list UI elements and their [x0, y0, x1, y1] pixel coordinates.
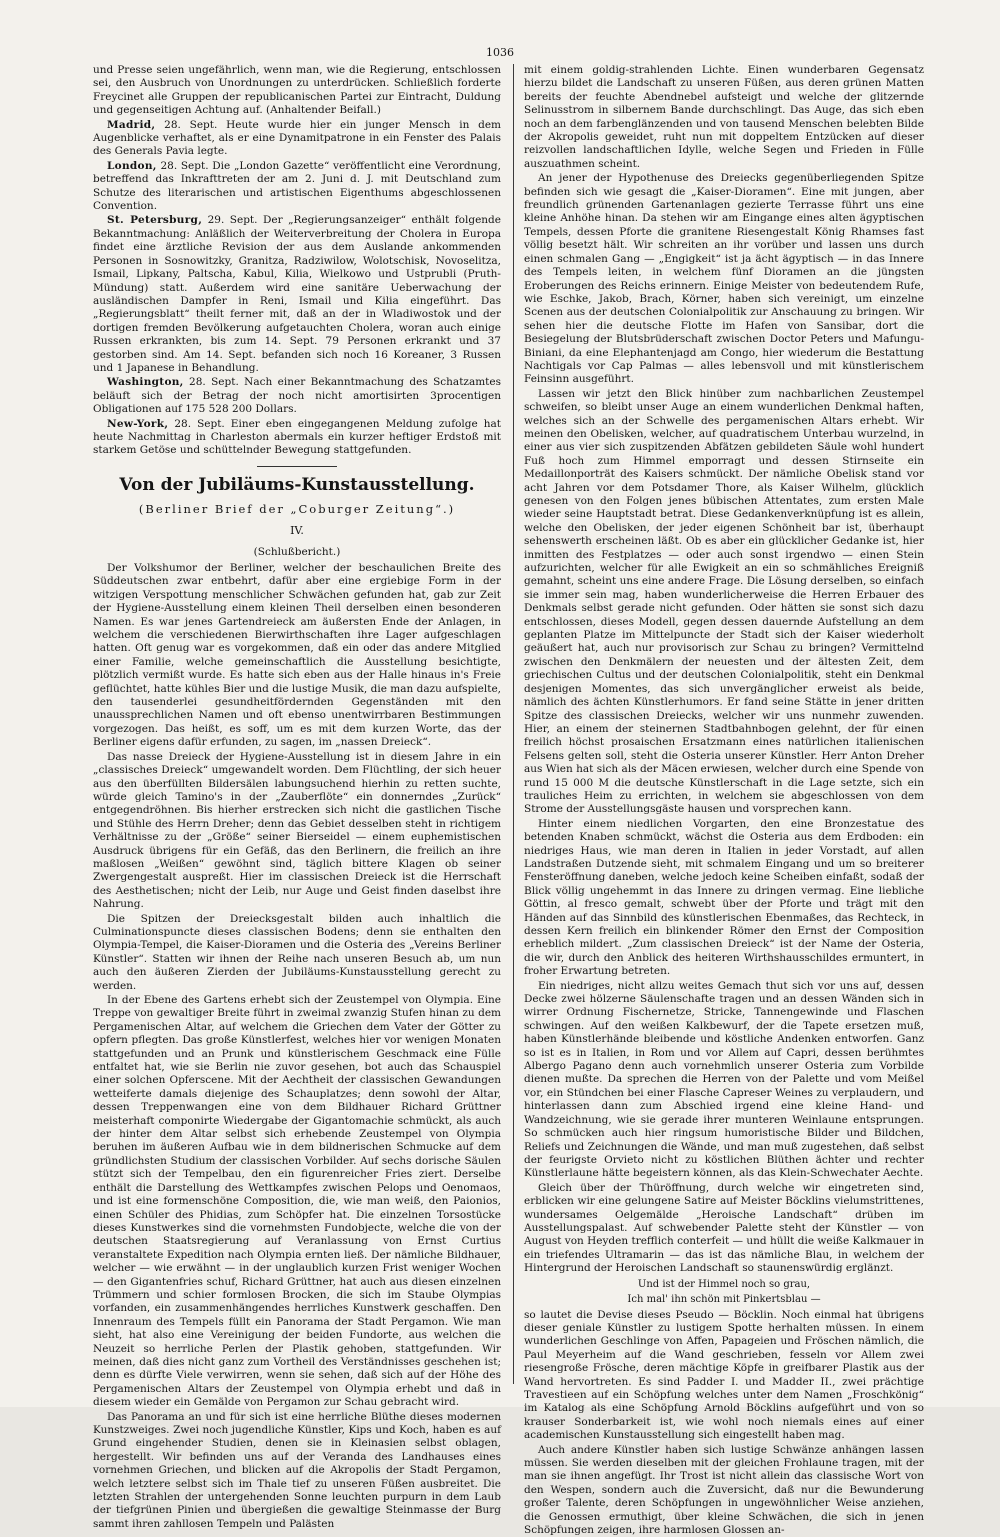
article-paragraph: Das Panorama an und für sich ist eine herrliche Blüthe dieses modernen Kunstzweiges. Zwei noch jugendliche Künstler, Kips und Koch, haben es auf Grund eingehender Studien, denen sie in Kleinasien selbst oblagen, hergestellt. Wir befinden uns auf der Veranda des Landhauses eines vornehmen Griechen, und blicken auf die Akropolis der Stadt Pergamon, welch letztere selbst sich im Thale tief zu unseren Füßen ausbreitet. Die letzten Strahlen der untergehenden Sonne leuchten purpurn in dem Laub der tiefgrünen Pinien und übergießen die gewaltige Steinmasse der Burg sammt ihren zahllosen Tempeln und Palästen: [93, 1410, 501, 1530]
page-number: 1036: [486, 46, 514, 59]
news-text-newyork: 28. Sept. Einer eben eingegangenen Meldung zufolge hat heute Nachmittag in Charleston abermals ein kurzer heftiger Erdstoß mit starkem Getöse und schüttelnder Bewegung stattgefunden.: [93, 417, 501, 457]
article-paragraph: Lassen wir jetzt den Blick hinüber zum nachbarlichen Zeustempel schweifen, so bleibt unser Auge an einem wunderlichen Denkmal haften, welches sich an der Schwelle des pergamenischen Altars erhebt. Wir meinen den Obelisken, welcher, auf quadratischem Unterbau wurzelnd, in einer aus vier sich zuspitzenden Abfätzen gebildeten Säule wohl hundert Fuß hoch zum Himmel emporragt und dessen Stirnseite ein Medaillonporträt des Kaisers schmückt. Der nämliche Obelisk stand vor acht Jahren vor dem Potsdamer Thore, als Kaiser Wilhelm, glücklich genesen von den Folgen jenes bübischen Attentates, zum ersten Male wieder seine Hauptstadt betrat. Diese Gedankenverknüpfung ist es allein, welche den Obelisken, der jeder eigenen Schönheit bar ist, überhaupt sehenswerth erscheinen läßt. Ob es aber ein glücklicher Gedanke ist, hier inmitten des Festplatzes — oder auch sonst irgendwo — einen Stein aufzurichten, welcher für alle Ewigkeit an ein so schmähliches Ereigniß gemahnt, scheint uns eine andere Frage. Die Lösung derselben, so einfach sie immer sein mag, haben wunderlicherweise die Herren Erbauer des Denkmals selbst gerade nicht gefunden. Oder hätten sie sonst sich dazu entschlossen, dieses Modell, gegen dessen dauernde Aufstellung an dem geplanten Platze im Mittelpuncte der Stadt sich der Kaiser wiederholt geäußert hat, auch nur provisorisch zur Schau zu bringen? Vermittelnd zwischen den Denkmälern der neuesten und der ältesten Zeit, dem griechischen Cultus und der deutschen Colonialpolitik, steht ein Denkmal desjenigen Momentes, das sich unvergänglicher erweist als beide, nämlich des ächten Künstlerhumors. Er fand seine Stätte in jener dritten Spitze des classischen Dreiecks, welcher wir uns nunmehr zuwenden. Hier, an einem der steinernen Stadtbahnbogen gelehnt, der für einen freilich höchst prosaischen Ersatzmann eines natürlichen italienischen Felsens gelten soll, steht die Osteria unserer Künstler. Herr Anton Dreher aus Wien hat sich als der Mäcen erwiesen, welcher durch eine Spende von rund 15 000 M die deutsche Künstlerschaft in die Lage setzte, sich ein trauliches Heim zu errichten, in welchem sie abgeschlossen von dem Strome der Ausstellungsgäste hausen und vorsprechen kann.: [524, 387, 924, 816]
feature-part-number: IV.: [290, 524, 304, 538]
article-paragraph: Das nasse Dreieck der Hygiene-Ausstellung ist in diesem Jahre in ein „classisches Dreieck“ umgewandelt worden. Dem Flüchtling, der sich heuer aus den überfüllten Bildersälen labungsuchend hierhin zu retten suchte, würde gleich Tamino's in der „Zauberflöte“ ein donnerndes „Zurück“ entgegendröhnen. Bis hierher erstrecken sich nicht die gastlichen Tische und Stühle des Herrn Dreher; denn das Gebiet desselben steht in richtigem Verhältnisse zu der „Größe“ seiner Bierseidel — einem euphemistischen Ausdruck übrigens für ein Gefäß, das den Berlinern, die freilich an ihre maßlosen „Weißen“ gewöhnt sind, täglich bittere Klagen ob seiner Zwergengestalt auspreßt. Hier im classischen Dreieck ist die Herrschaft des Aesthetischen; nicht der Leib, nur Auge und Geist finden daselbst ihre Nahrung.: [93, 750, 501, 911]
article-paragraph: An jener der Hypothenuse des Dreiecks gegenüberliegenden Spitze befinden sich wie gesagt die „Kaiser-Dioramen“. Eine mit jungen, aber freundlich grünenden Gartenanlagen gezierte Terrasse führt uns eine kleine Anhöhe hinan. Da stehen wir am Eingange eines alten ägyptischen Tempels, dessen Pforte die granitene Riesengestalt König Rhamses fast völlig besetzt hält. Wir schreiten an ihr vorüber und lassen uns durch einen schmalen Gang — „Engigkeit“ ist ja ächt ägyptisch — in das Innere des Tempels leiten, in welchem fünf Dioramen an die jüngsten Eroberungen des Reichs erinnern. Einige Meister von bedeutendem Rufe, wie Eschke, Jakob, Brach, Körner, haben sich vereinigt, um einzelne Scenen aus der deutschen Colonialpolitik zur Anschauung zu bringen. Wir sehen hier die deutsche Flotte im Hafen von Sansibar, dort die Besiegelung der Blutsbrüderschaft zwischen Doctor Peters und Mafungu-Biniani, da eine Elephantenjagd am Congo, hier wiederum die Bestattung Nachtigals vor Cap Palmas — alles lebensvoll und mit künstlerischem Feinsinn ausgeführt.: [524, 172, 924, 386]
article-paragraph: mit einem goldig-strahlenden Lichte. Einen wunderbaren Gegensatz hierzu bildet die Landschaft zu unseren Füßen, aus deren grünen Matten bereits der feuchte Abendnebel aufsteigt und welche der glitzernde Selinusstrom in silbernem Bande durchschlingt. Das Auge, das sich eben noch an dem farbenglänzenden und von tausend Menschen belebten Bilde der Akropolis geweidet, ruht nun mit doppeltem Entzücken auf dieser reizvollen landschaftlichen Idylle, welche Segen und Frieden in Fülle auszuathmen scheint.: [524, 64, 924, 170]
article-paragraph: In der Ebene des Gartens erhebt sich der Zeustempel von Olympia. Eine Treppe von gewaltiger Breite führt in zweimal zwanzig Stufen hinan zu dem Pergamenischen Altar, auf welchem die Griechen dem Vater der Götter zu opfern pflegten. Das große Künstlerfest, welches hier vor wenigen Monaten stattgefunden und an Prunk und künstlerischem Geschmack eine Fülle entfaltet hat, wie sie Berlin nie zuvor gesehen, bot auch das Schauspiel einer solchen Opferscene. Mit der Aechtheit der classischen Gewandungen wetteiferte damals diejenige des Schauplatzes; denn sowohl der Altar, dessen Treppenwangen eine von dem Bildhauer Richard Grüttner meisterhaft componirte Wiedergabe der Gigantomachie schmückt, als auch der hinter dem Altar selbst sich erhebende Zeustempel von Olympia beruhen im äußeren Aufbau wie in dem bildnerischen Schmucke auf dem gründlichsten Studium der classischen Vorbilder. Auf sechs dorische Säulen stützt sich der Tempelbau, den ein figurenreicher Fries ziert. Derselbe enthält die Darstellung des Wettkampfes zwischen Pelops und Oenomaos, und ist eine formenschöne Composition, die, wie man weiß, den Paionios, einen Schüler des Phidias, zum Schöpfer hat. Die einzelnen Torsostücke dieses Kunstwerkes sind die vornehmsten Fundobjecte, welche die von der deutschen Staatsregierung auf Veranlassung von Ernst Curtius veranstaltete Expedition nach Olympia ernten ließ. Der nämliche Bildhauer, welcher — wie erwähnt — in der unglaublich kurzen Frist weniger Wochen — den Gigantenfries schuf, Richard Grüttner, hat auch aus diesen einzelnen Trümmern und schier formlosen Brocken, die sich im Staube Olympias vorfanden, ein zusammenhängendes herrliches Kunstwerk geschaffen. Den Innenraum des Tempels füllt ein Panorama der Stadt Pergamon. Wie man sieht, hat also eine Vereinigung der beiden Fundorte, aus welchen die Neuzeit so herrliche Perlen der Plastik gehoben, stattgefunden. Wir meinen, daß dies nicht ganz zum Vortheil des Verständnisses geschehen ist; denn es dürfte Viele verwirren, wenn sie sehen, daß sich auf der Höhe des Pergamenischen Altars der Zeustempel von Olympia erhebt und daß in diesem wieder ein Gemälde von Pergamon zur Schau gebracht wird.: [93, 994, 501, 1409]
news-item-newyork: [93, 418, 501, 458]
article-paragraph: Die Spitzen der Dreiecksgestalt bilden auch inhaltlich die Culminationspuncte dieses classischen Bodens; denn sie enthalten den Olympia-Tempel, die Kaiser-Dioramen und die Osteria des „Vereins Berliner Künstler“. Statten wir ihnen der Reihe nach unseren Besuch ab, um nun auch den äußeren Zierden der Jubiläums-Kunstausstellung gerecht zu werden.: [93, 912, 501, 992]
dateline-madrid: Madrid,: [107, 118, 156, 131]
news-item-madrid: [93, 119, 501, 159]
news-text-washington: 28. Sept. Nach einer Bekanntmachung des Schatzamtes beläuft sich der Betrag der noch nicht amortisirten 3procentigen Obligationen auf 175 528 200 Dollars.: [93, 376, 501, 416]
verse-line: Und ist der Himmel noch so grau,: [637, 1278, 811, 1290]
column-rule: [513, 64, 514, 1384]
dateline-newyork: New-York,: [107, 417, 169, 430]
feature-subtitle: (Berliner Brief der „Coburger Zeitung“.): [138, 501, 456, 516]
right-column: [524, 64, 924, 1537]
article-paragraph: so lautet die Devise dieses Pseudo — Böcklin. Noch einmal hat übrigens dieser geniale Künstler zu lustigem Spotte herhalten müssen. In einem wunderlichen Geschlinge von Affen, Papageien und Fröschen nämlich, die Paul Meyerheim auf die Wand geschrieben, fesseln vor Allem zwei riesengroße Frösche, deren mächtige Köpfe in greifbarer Plastik aus der Wand hervortreten. Es sind Padder I. und Madder II., zwei prächtige Travestieen auf ein Schöpfung welches unter dem Namen „Froschkönig“ im Katalog als eine Schöpfung Arnold Böcklins aufgeführt und von so krauser Sonderbarkeit ist, wie wohl noch niemals eines auf einer academischen Kunstausstellung sich eingestellt haben mag.: [524, 1308, 924, 1442]
news-text-madrid: 28. Sept. Heute wurde hier ein junger Mensch in dem Augenblicke verhaftet, als er eine Dynamitpatrone in ein Fenster des Palais des Generals Pavia legte.: [93, 118, 501, 158]
article-paragraph: Gleich über der Thüröffnung, durch welche wir eingetreten sind, erblicken wir eine gelungene Satire auf Meister Böcklins vielumstrittenes, wundersames Oelgemälde „Heroische Landschaft“ drüben im Ausstellungspalast. Auf schwebender Palette steht der Künstler — von August von Heyden trefflich conterfeit — und hüllt die weiße Kalkmauer in ein triefendes Ultramarin — das ist das nämliche Blau, in welchem der Hintergrund der Heroischen Landschaft so staunenswürdig erglänzt.: [524, 1181, 924, 1275]
news-text-london: 28. Sept. Die „London Gazette“ veröffentlicht eine Verordnung, betreffend das Inkrafttreten der am 2. Juni d. J. mit Deutschland zum Schutze des literarischen und artistischen Eigenthums abgeschlossenen Convention.: [93, 159, 501, 213]
article-paragraph: Der Volkshumor der Berliner, welcher der beschaulichen Breite des Süddeutschen zwar entbehrt, dafür aber eine ergiebige Form in der witzigen Verspottung menschlicher Schwächen gefunden hat, gab zur Zeit der Hygiene-Ausstellung einem kleinen Theil derselben einen besonderen Namen. Es war jenes Gartendreieck am äußersten Ende der Anlagen, in welchem die verschiedenen Bierwirthschaften ihre Lager aufgeschlagen hatten. Oft genug war es vorgekommen, daß ein oder das andere Mitglied einer Familie, welche gemeinschaftlich die Ausstellung besichtigte, plötzlich vermißt wurde. Es hatte sich eben aus der Halle hinaus in's Freie geflüchtet, hatte kühles Bier und die lustige Musik, die man dazu aufspielte, den tausenderlei gesundheitfördernden Gegenständen mit den unaussprechlichen Namen und oft ebenso unentwirrbaren Bestimmungen vorgezogen. Das heißt, es soff, um es mit dem kurzen Worte, das der Berliner eigens dafür erfunden, zu sagen, im „nassen Dreieck“.: [93, 562, 501, 749]
article-paragraph: und Presse seien ungefährlich, wenn man, wie die Regierung, entschlossen sei, den Ausbruch von Unordnungen zu unterdrücken. Schließlich forderte Freycinet alle Gruppen der republicanischen Partei zur Eintracht, Duldung und gegenseitigen Achtung auf. (Anhaltender Beifall.): [93, 64, 501, 117]
news-item-washington: [93, 376, 501, 416]
section-divider: [257, 466, 337, 467]
article-paragraph: Hinter einem niedlichen Vorgarten, den eine Bronzestatue des betenden Knaben schmückt, wächst die Osteria aus dem Erdboden: ein niedriges Haus, wie man deren in Italien in jeder Vorstadt, auf allen Landstraßen Dutzende sieht, mit schmalem Eingang und um so breiterer Fensteröffnung daneben, welche jedoch keine Scheiben einfaßt, sodaß der Blick völlig ungehemmt in das Innere zu dringen vermag. Eine liebliche Göttin, al fresco gemalt, schwebt über der Pforte und trägt mit den Händen auf das Sinnbild des künstlerischen Ebenmaßes, das Rechteck, in dessen Kern freilich ein blinkender Römer den Ernst der Composition erheblich mildert. „Zum classischen Dreieck“ ist der Name der Osteria, die wir, durch den Anblick des heiteren Wirthshausschildes ermuntert, in froher Erwartung betreten.: [524, 817, 924, 978]
feature-title: Von der Jubiläums-Kunstausstellung.: [119, 474, 475, 495]
dateline-washington: Washington,: [107, 376, 184, 389]
article-paragraph: Ein niedriges, nicht allzu weites Gemach thut sich vor uns auf, dessen Decke zwei hölzerne Säulenschafte tragen und an dessen Wänden sich in wirrer Ordnung Fischernetze, Stricke, Tannengewinde und Flaschen schwingen. Auf den weißen Kalkbewurf, der die Tapete ersetzen muß, haben Künstlerhände bleibende und köstliche Andenken entworfen. Ganz so ist es in Italien, in Rom und vor Allem auf Capri, dessen berühmtes Albergo Pagano denn auch vornehmlich unserer Osteria zum Vorbilde dienen mußte. Da sprechen die Herren von der Palette und vom Meißel vor, ein Stündchen bei einer Flasche Capreser Weines zu verplaudern, und hinterlassen dann zum Abschied irgend eine kleine Hand- und Wandzeichnung, wie sie gerade ihrer munteren Weinlaune entsprungen. So schmücken auch hier ringsum humoristische Bilder und Bildchen, Reliefs und Zeichnungen die Wände, und man muß zugestehen, daß selbst der feurigste Orvieto nicht zu köstlichen Blüthen ächter und rechter Künstlerlaune hätte begeistern können, als das Klein-Schwechater Aechte.: [524, 979, 924, 1180]
verse-line: Ich mal' ihn schön mit Pinkertsblau —: [627, 1293, 821, 1305]
dateline-petersburg: St. Petersburg,: [107, 214, 203, 227]
feature-note: (Schlußbericht.): [253, 545, 341, 558]
dateline-london: London,: [107, 159, 157, 172]
news-item-petersburg: [93, 214, 501, 375]
news-text-petersburg: 29. Sept. Der „Regierungsanzeiger“ enthält folgende Bekanntmachung: Anläßlich der Weiterverbreitung der Cholera in Europa findet eine ärztliche Revision der aus dem Auslande ankommenden Personen in Sosnowitzky, Granitza, Radziwilow, Wolotschisk, Novoselitza, Ismail, Lipkany, Paltscha, Kabul, Kilia, Wielkowo und Ustprubli (Pruth-Mündung) statt. Außerdem wird eine sanitäre Ueberwachung der ausländischen Dampfer in Reni, Ismail und Kilia eingeführt. Das „Regierungsblatt“ theilt ferner mit, daß an der in Wladiwostok und der dortigen fremden Bevölkerung aufgetauchten Cholera, woran auch einige Russen erkrankten, bis zum 14. Sept. 79 Personen erkrankt und 37 gestorben sind. Am 14. Sept. befanden sich noch 16 Koreaner, 3 Russen und 1 Japanese in Behandlung.: [93, 214, 501, 374]
left-column: [93, 64, 501, 1530]
news-item-london: [93, 160, 501, 214]
article-paragraph: Auch andere Künstler haben sich lustige Schwänze anhängen lassen müssen. Sie werden dieselben mit der gleichen Frohlaune tragen, mit der man sie ihnen angefügt. Ihr Trost ist nicht allein das classische Wort von den Wespen, sondern auch die Zuversicht, daß nur die Bewunderung großer Talente, deren Schöpfungen in ungewöhnlicher Weise anziehen, die Genossen ermuthigt, über kleine Schwächen, die sich in jenen Schöpfungen zeigen, ihre harmlosen Glossen an-: [524, 1443, 924, 1537]
